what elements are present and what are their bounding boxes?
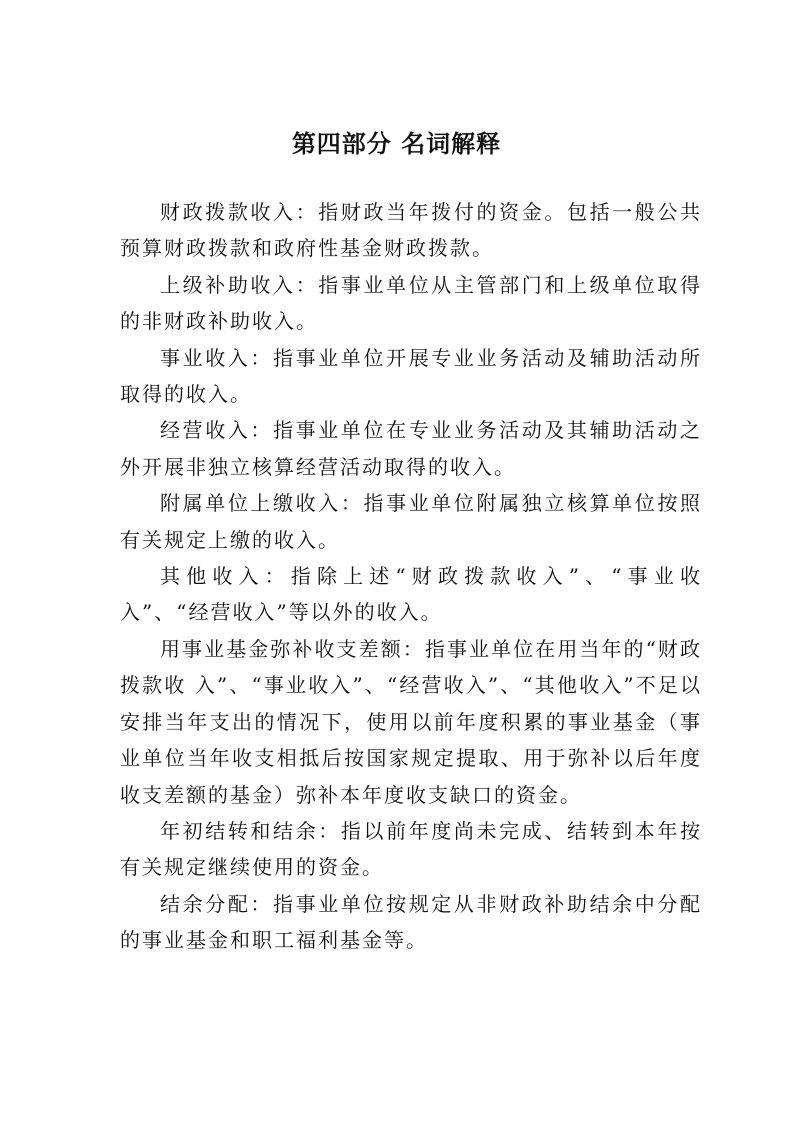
definition-paragraph: 其他收入：指除上述“财政拨款收入”、“事业收入”、“经营收入”等以外的收入。 [120, 564, 702, 625]
definition-paragraph: 附属单位上缴收入：指事业单位附属独立核算单位按照有关规定上缴的收入。 [120, 491, 702, 552]
definition-paragraph: 结余分配：指事业单位按规定从非财政补助结余中分配的事业基金和职工福利基金等。 [120, 891, 702, 953]
definition-paragraph: 年初结转和结余：指以前年度尚未完成、结转到本年按有关规定继续使用的资金。 [120, 818, 702, 880]
definition-paragraph: 事业收入：指事业单位开展专业业务活动及辅助活动所取得的收入。 [120, 345, 702, 407]
definition-paragraph: 经营收入：指事业单位在专业业务活动及其辅助活动之外开展非独立核算经营活动取得的收入。 [120, 418, 702, 479]
definition-paragraph: 财政拨款收入：指财政当年拨付的资金。包括一般公共预算财政拨款和政府性基金财政拨款。 [120, 200, 702, 261]
definitions-body [120, 194, 702, 959]
definition-paragraph: 上级补助收入：指事业单位从主管部门和上级单位取得的非财政补助收入。 [120, 272, 702, 334]
definition-paragraph: 用事业基金弥补收支差额：指事业单位在用当年的“财政拨款收 入”、“事业收入”、“经营收入”、“其他收入”不足以安排当年支出的情况下，使用以前年度积累的事业基金（事业单位当年收支相抵后按国家规定提取、用于弥补以后年度收支差额的基金）弥补本年度收支缺口的资金。 [120, 636, 702, 807]
page-title: 第四部分 名词解释 [291, 130, 502, 158]
